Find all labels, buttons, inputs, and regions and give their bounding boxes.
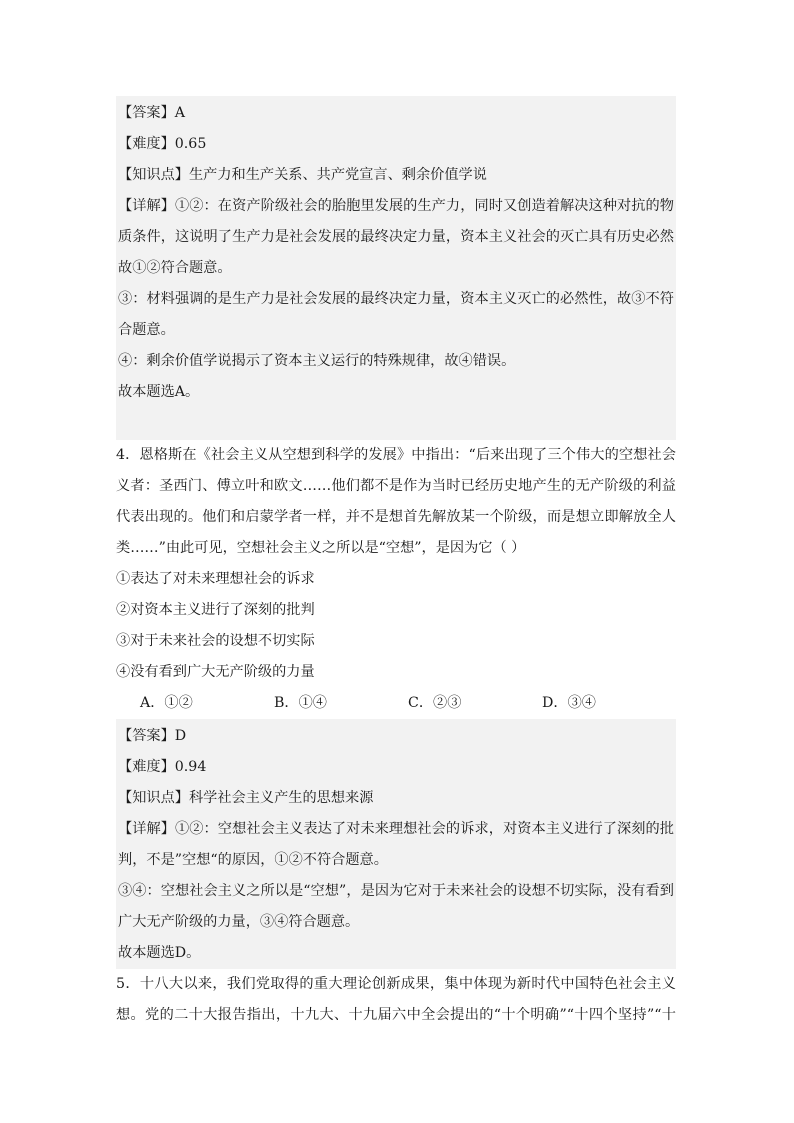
question-stem-line: 4．恩格斯在《社会主义从空想到科学的发展》中指出：“后来出现了三个伟大的空想社会 <box>116 447 676 463</box>
detail-line: 质条件，这说明了生产力是社会发展的最终决定力量，资本主义社会的灭亡具有历史必然 <box>118 229 674 245</box>
detail-line: 判，不是”空想“的原因，①②不符合题意。 <box>118 852 388 868</box>
detail-line: ④：剩余价值学说揭示了资本主义运行的特殊规律，故④错误。 <box>118 353 516 369</box>
knowledge-line: 【知识点】科学社会主义产生的思想来源 <box>118 790 374 806</box>
detail-line: ③④：空想社会主义之所以是“空想”，是因为它对于未来社会的设想不切实际，没有看到 <box>118 883 674 899</box>
document-page <box>116 96 676 1031</box>
detail-line: 广大无产阶级的力量，③④符合题意。 <box>118 914 360 930</box>
option-b: B．①④ <box>274 695 327 711</box>
option-c: C．②③ <box>408 695 462 711</box>
statement-item: ③对于未来社会的设想不切实际 <box>116 633 315 649</box>
option-d: D．③④ <box>542 695 596 711</box>
option-a: A．①② <box>140 695 193 711</box>
detail-line: 故本题选A。 <box>118 384 200 400</box>
detail-line: ③：材料强调的是生产力是社会发展的最终决定力量，资本主义灭亡的必然性，故③不符 <box>118 291 674 307</box>
answer-line: 【答案】D <box>118 728 187 744</box>
knowledge-line: 【知识点】生产力和生产关系、共产党宣言、剩余价值学说 <box>118 167 487 183</box>
question-stem-line: 5．十八大以来，我们党取得的重大理论创新成果，集中体现为新时代中国特色社会主义 <box>116 976 676 992</box>
q4-answer-block <box>116 719 676 969</box>
statement-item: ②对资本主义进行了深刻的批判 <box>116 602 315 618</box>
statement-item: ④没有看到广大无产阶级的力量 <box>116 664 315 680</box>
difficulty-line: 【难度】0.94 <box>118 759 207 775</box>
difficulty-line: 【难度】0.65 <box>118 136 207 152</box>
q3-answer-block <box>116 96 676 440</box>
question-stem-line: 代表出现的。他们和启蒙学者一样，并不是想首先解放某一个阶级，而是想立即解放全人 <box>116 509 676 525</box>
question-stem-line: 想。党的二十大报告指出，十九大、十九届六中全会提出的“十个明确”“十四个坚持”“十 <box>116 1007 676 1023</box>
answer-options <box>116 688 676 719</box>
detail-line: 【详解】①②：空想社会主义表达了对未来理想社会的诉求，对资本主义进行了深刻的批 <box>118 821 674 837</box>
q4-block <box>116 440 676 719</box>
question-stem-line: 义者：圣西门、傅立叶和欧文……他们都不是作为当时已经历史地产生的无产阶级的利益 <box>116 478 676 494</box>
detail-line: 故①②符合题意。 <box>118 260 232 276</box>
detail-line: 【详解】①②：在资产阶级社会的胎胞里发展的生产力，同时又创造着解决这种对抗的物 <box>118 198 674 214</box>
detail-line: 故本题选D。 <box>118 945 201 961</box>
answer-line: 【答案】A <box>118 105 185 121</box>
statement-item: ①表达了对未来理想社会的诉求 <box>116 571 315 587</box>
question-stem-line: 类……”由此可见，空想社会主义之所以是“空想”，是因为它（ ） <box>116 540 526 556</box>
q5-block <box>116 969 676 1031</box>
detail-line: 合题意。 <box>118 322 175 338</box>
